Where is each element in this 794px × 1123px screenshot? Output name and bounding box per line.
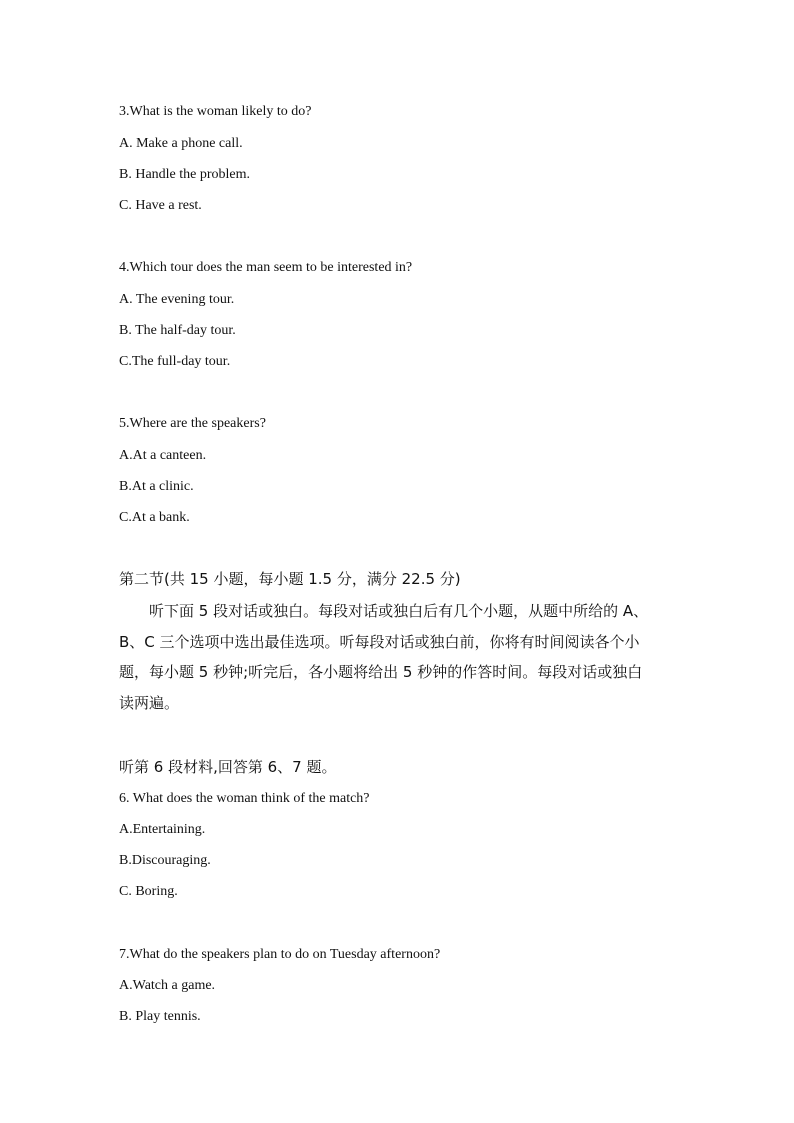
question-5-option-a: A.At a canteen. bbox=[119, 448, 207, 463]
question-4-option-b: B. The half-day tour. bbox=[119, 323, 236, 338]
section-instructions-line-2: B、C 三个选项中选出最佳选项。听每段对话或独白前，你将有时间阅读各个小 bbox=[119, 633, 640, 651]
question-3-option-b: B. Handle the problem. bbox=[119, 167, 251, 182]
section-instructions-line-4: 读两遍。 bbox=[119, 694, 180, 712]
section-instructions-line-1: 听下面 5 段对话或独白。每段对话或独白后有几个小题，从题中所给的 A、 bbox=[149, 602, 649, 620]
question-6-stem: 6. What does the woman think of the match? bbox=[119, 791, 370, 806]
question-4-option-c: C.The full-day tour. bbox=[119, 354, 231, 369]
section-instructions-line-3: 题，每小题 5 秒钟;听完后，各小题将给出 5 秒钟的作答时间。每段对话或独白 bbox=[119, 663, 643, 681]
question-6-option-c: C. Boring. bbox=[119, 884, 178, 899]
question-4-stem: 4.Which tour does the man seem to be interested in? bbox=[119, 260, 413, 275]
question-7-stem: 7.What do the speakers plan to do on Tuesday afternoon? bbox=[119, 947, 441, 962]
question-6-option-a: A.Entertaining. bbox=[119, 822, 206, 837]
material-6-heading: 听第 6 段材料,回答第 6、7 题。 bbox=[119, 758, 337, 776]
question-5-option-c: C.At a bank. bbox=[119, 510, 190, 525]
question-6-option-b: B.Discouraging. bbox=[119, 853, 211, 868]
question-3-option-a: A. Make a phone call. bbox=[119, 136, 243, 151]
question-4-option-a: A. The evening tour. bbox=[119, 292, 235, 307]
question-7-option-a: A.Watch a game. bbox=[119, 978, 216, 993]
question-7-option-b: B. Play tennis. bbox=[119, 1009, 201, 1024]
question-5-option-b: B.At a clinic. bbox=[119, 479, 194, 494]
question-3-stem: 3.What is the woman likely to do? bbox=[119, 104, 312, 119]
section-heading: 第二节(共 15 小题，每小题 1.5 分，满分 22.5 分) bbox=[119, 570, 461, 588]
question-3-option-c: C. Have a rest. bbox=[119, 198, 202, 213]
question-5-stem: 5.Where are the speakers? bbox=[119, 416, 266, 431]
